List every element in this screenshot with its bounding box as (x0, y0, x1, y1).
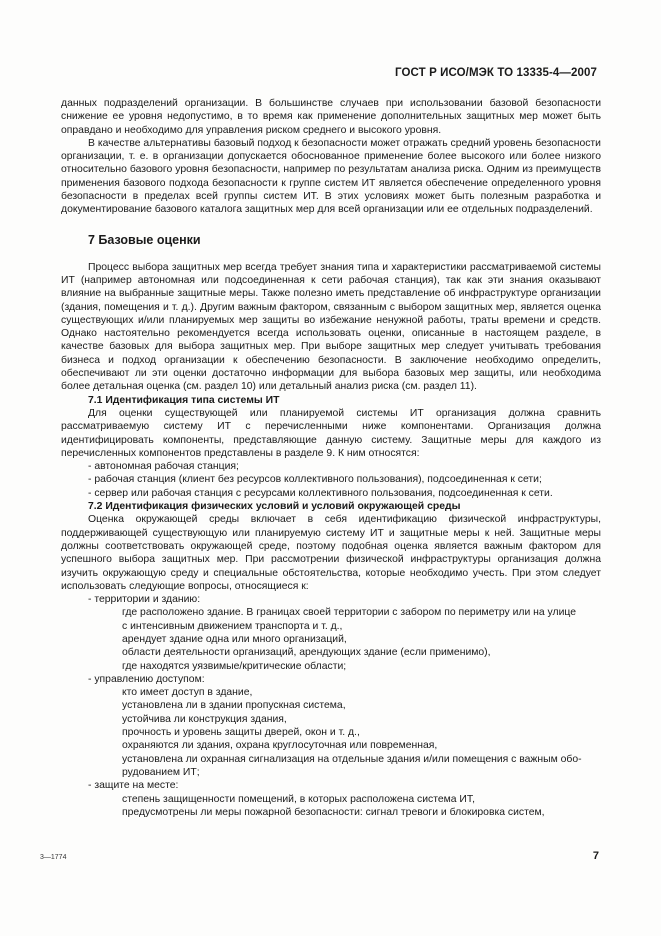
paragraph: Оценка окружающей среды включает в себя идентификацию физической инфраструктуры, поддерживающей существующую или планируемую систему ИТ и защитные меры к ней. Защитные меры должны соответствовать окружающей среде, поэтому подобная оценка является важным фактором для успешного выбора защитных мер. При рассмотрении физической инфраструктуры организация должна изучить окружающую среду и специальные обстоятельства, которые необходимо учесть. При этом следует использовать следующие вопросы, относящиеся к: (61, 514, 601, 592)
list-item: степень защищенности помещений, в которых расположена система ИТ, (122, 793, 475, 805)
list-item: где расположено здание. В границах своей территории с забором по периметру или на улице (122, 607, 576, 619)
document-header: ГОСТ Р ИСО/МЭК ТО 13335-4—2007 (395, 67, 597, 79)
page-body (61, 97, 601, 819)
paragraph: В качестве альтернативы базовый подход к безопасности может отражать средний уровень безопасности организации, т. е. в организации допускается обоснованное применение более высокого или более низкого относительно базового уровня безопасности, например по результатам анализа риска. Одним из преимуществ применения базового подхода безопасности к группе систем ИТ является обеспечение определенного уровня безопасности в пределах всей группы систем ИТ. В этих условиях может быть полезным разработка и документирование базового каталога защитных мер для всей организации или ее отдельных подразделений. (61, 137, 601, 216)
list-item: предусмотрены ли меры пожарной безопасности: сигнал тревоги и блокировка систем, (122, 806, 545, 818)
list-item: установлена ли охранная сигнализация на отдельные здания и/или помещения с важным обо- (122, 753, 582, 765)
print-code: 3—1774 (40, 854, 67, 861)
list-item: арендует здание одна или много организаций, (122, 633, 347, 645)
list-item: где находятся уязвимые/критические области; (122, 660, 347, 672)
list-item: области деятельности организаций, арендующих здание (если применимо), (122, 647, 491, 659)
list-item: охраняются ли здания, охрана круглосуточная или повременная, (122, 740, 438, 752)
list-item: - сервер или рабочая станция с ресурсами коллективного пользования, подсоединенная к сети. (88, 487, 553, 499)
list-item: - рабочая станция (клиент без ресурсов коллективного пользования), подсоединенная к сети; (88, 474, 542, 486)
list-item: - управлению доступом: (88, 673, 205, 685)
list-item: с интенсивным движением транспорта и т. д., (122, 620, 343, 632)
section-heading: 7 Базовые оценки (88, 232, 201, 247)
subsection-heading: 7.1 Идентификация типа системы ИТ (88, 394, 280, 406)
list-item: - автономная рабочая станция; (88, 461, 239, 473)
list-item: - защите на месте: (88, 780, 179, 792)
page-number: 7 (592, 850, 599, 862)
subsection-heading: 7.2 Идентификация физических условий и условий окружающей среды (88, 501, 461, 513)
paragraph: Процесс выбора защитных мер всегда требует знания типа и характеристики рассматриваемой системы ИТ (например автономная или подсоединенная к сети рабочая станция), так как эти знания оказывают влияние на выбранные защитные меры. Также полезно иметь представление об инфраструктуре организации (здания, помещения и т. д.). Другим важным фактором, связанным с выбором защитных мер, является оценка существующих и/или планируемых мер защиты во избежание ненужной работы, траты времени и средств. Однако настоятельно рекомендуется всегда использовать оценки, описанные в настоящем разделе, в качестве базовых для выбора защитных мер. При выборе защитных мер следует учитывать требования бизнеса и подход организации к обеспечению безопасности. В заключение необходимо определить, обеспечивают ли эти оценки достаточно информации для выбора базовых мер защиты, или необходима более детальная оценка (см. раздел 10) или детальный анализ риска (см. раздел 11). (61, 261, 601, 393)
paragraph: Для оценки существующей или планируемой системы ИТ организация должна сравнить рассматриваемую систему ИТ с перечисленными ниже компонентами. Организация должна идентифицировать компоненты, представляющие данную систему. Защитные меры для каждого из перечисленных компонентов представлены в разделе 9. К ним относятся: (61, 407, 601, 459)
list-item: кто имеет доступ в здание, (122, 687, 253, 699)
list-item: - территории и зданию: (88, 594, 201, 606)
paragraph: данных подразделений организации. В большинстве случаев при использовании базовой безопасности снижение ее уровня недопустимо, в то время как применение дополнительных защитных мер может быть оправдано и необходимо для управления риском среднего и высокого уровня. (61, 98, 601, 136)
list-item: прочность и уровень защиты дверей, окон и т. д., (122, 727, 360, 739)
list-item: рудованием ИТ; (122, 766, 200, 778)
list-item: устойчива ли конструкция здания, (122, 713, 287, 725)
list-item: установлена ли в здании пропускная система, (122, 700, 346, 712)
